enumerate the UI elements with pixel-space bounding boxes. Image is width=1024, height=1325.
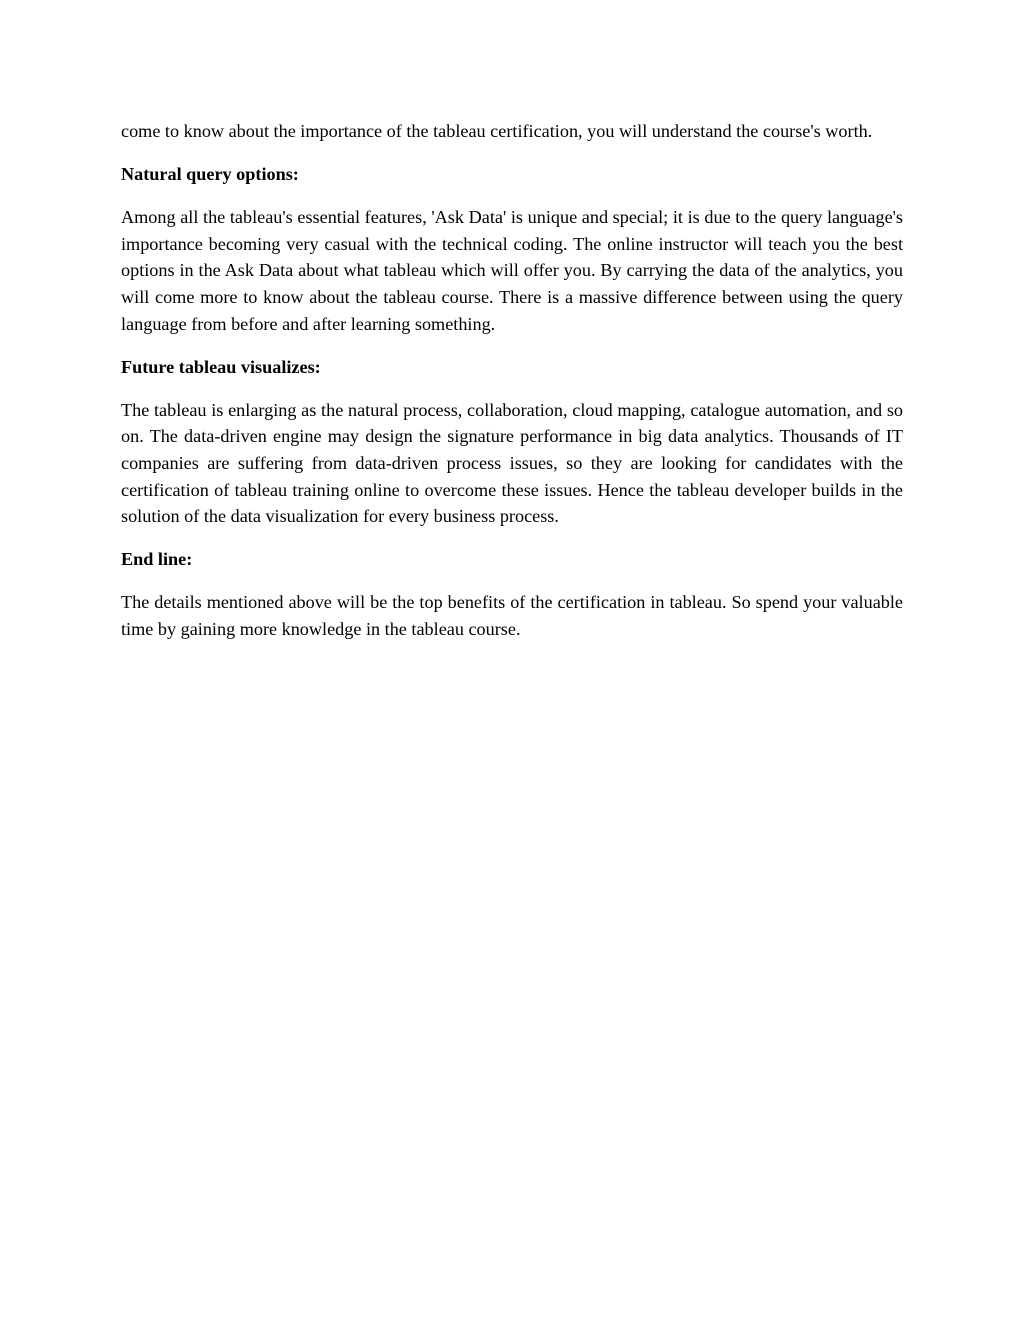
document-page: [121, 118, 903, 643]
section-body-end-line: The details mentioned above will be the top benefits of the certification in tableau. So spend your valuable time by gaining more knowledge in the tableau course.: [121, 592, 903, 639]
section-heading-natural-query-options: Natural query options:: [121, 164, 299, 185]
section-heading-end-line: End line:: [121, 549, 193, 570]
intro-paragraph: come to know about the importance of the tableau certification, you will understand the course's worth.: [121, 121, 873, 141]
section-body-natural-query-options: Among all the tableau's essential features, 'Ask Data' is unique and special; it is due to the query language's importance becoming very casual with the technical coding. The online instructor will teach you the best options in the Ask Data about what tableau which will offer you. By carrying the data of the analytics, you will come more to know about the tableau course. There is a massive difference between using the query language from before and after learning something.: [121, 207, 903, 334]
section-body-future-tableau-visualizes: The tableau is enlarging as the natural process, collaboration, cloud mapping, catalogue automation, and so on. The data-driven engine may design the signature performance in big data analytics. Thousands of IT companies are suffering from data-driven process issues, so they are looking for candidates with the certification of tableau training online to overcome these issues. Hence the tableau developer builds in the solution of the data visualization for every business process.: [121, 399, 903, 527]
section-heading-future-tableau-visualizes: Future tableau visualizes:: [121, 356, 321, 377]
